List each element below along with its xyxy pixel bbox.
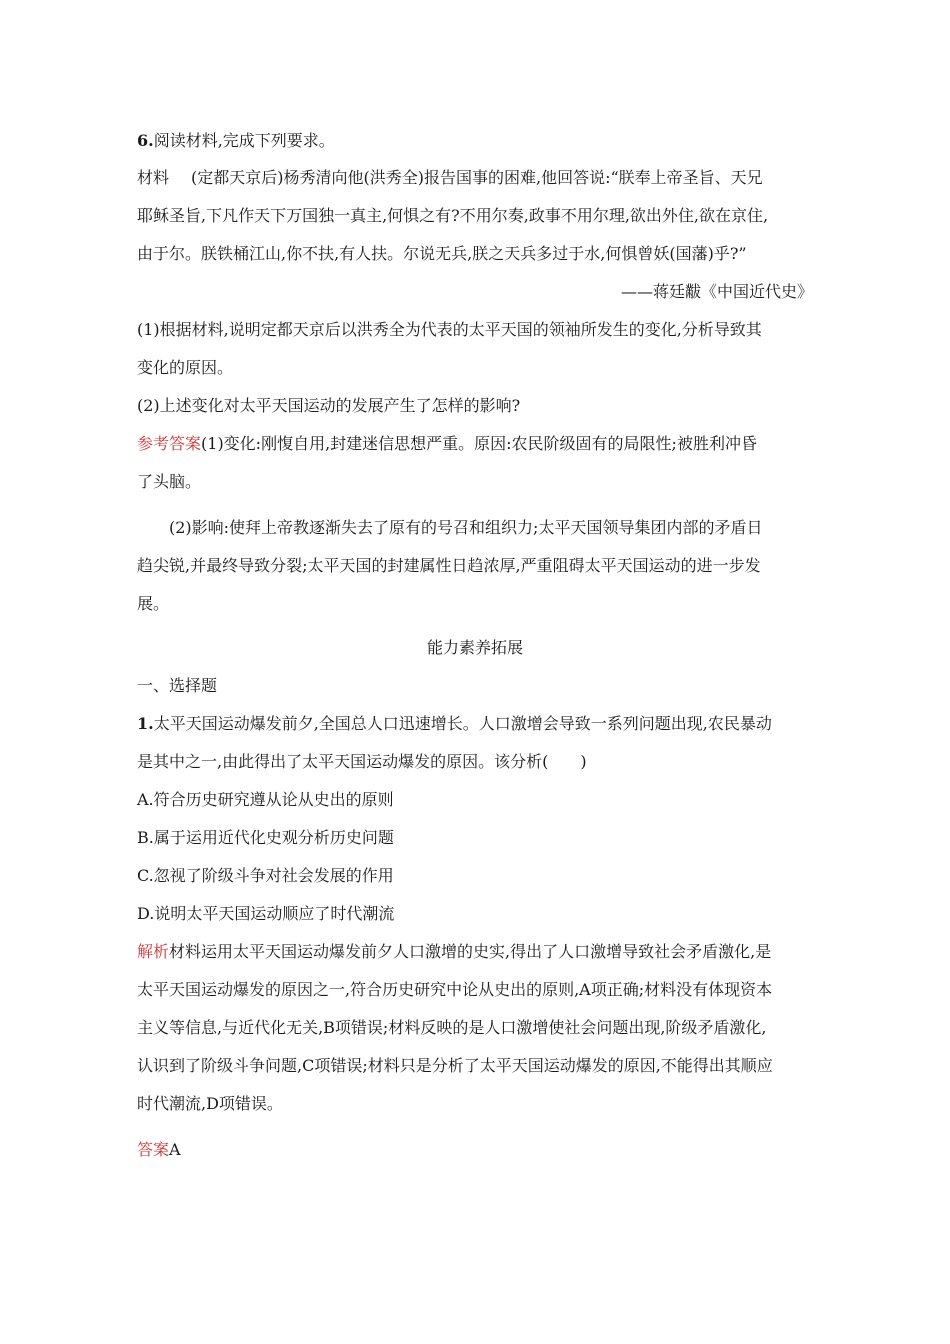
answer-line: 参考答案(1)变化:刚愎自用,封建迷信思想严重。原因:农民阶级固有的局限性;被胜利冲昏 xyxy=(137,434,757,453)
question-1-stem: 1.太平天国运动爆发前夕,全国总人口迅速增长。人口激增会导致一系列问题出现,农民暴动 xyxy=(137,714,772,733)
question-1-stem: 是其中之一,由此得出了太平天国运动爆发的原因。该分析( ) xyxy=(137,752,587,771)
option-d: D.说明太平天国运动顺应了时代潮流 xyxy=(137,904,395,923)
sub-question-1: (1)根据材料,说明定都天京后以洪秀全为代表的太平天国的领袖所发生的变化,分析导致其 xyxy=(137,320,762,339)
question-number: 1. xyxy=(137,714,154,733)
answer-line: 了头脑。 xyxy=(137,472,202,491)
answer-line xyxy=(137,1140,181,1160)
answer-line: 趋尖锐,并最终导致分裂;太平天国的封建属性日趋浓厚,严重阻碍太平天国运动的进一步发 xyxy=(137,556,761,575)
analysis-line: 时代潮流,D项错误。 xyxy=(137,1094,283,1113)
section-title: 能力素养拓展 xyxy=(426,638,523,657)
option-c: C.忽视了阶级斗争对社会发展的作用 xyxy=(137,866,394,885)
sub-question-1: 变化的原因。 xyxy=(137,358,234,377)
option-a: A.符合历史研究遵从论从史出的原则 xyxy=(137,790,394,809)
analysis-line: 太平天国运动爆发的原因之一,符合历史研究中论从史出的原则,A项正确;材料没有体现资本 xyxy=(137,980,773,999)
analysis-label: 解析 xyxy=(137,942,170,961)
question-6-heading xyxy=(137,131,335,151)
material-source: ——蒋廷黻《中国近代史》 xyxy=(620,282,813,301)
answer-line: (2)影响:使拜上帝教逐渐失去了原有的号召和组织力;太平天国领导集团内部的矛盾日 xyxy=(169,518,763,537)
analysis-line: 主义等信息,与近代化无关,B项错误;材料反映的是人口激增使社会问题出现,阶级矛盾激化, xyxy=(137,1018,767,1037)
question-number: 6. xyxy=(137,131,154,150)
question-prompt: 阅读材料,完成下列要求。 xyxy=(153,131,335,150)
answer-line: 展。 xyxy=(137,594,170,613)
material-line: 材料 (定都天京后)杨秀清向他(洪秀全)报告国事的困难,他回答说:“朕奉上帝圣旨、天兄 xyxy=(137,168,763,187)
answer-value: A xyxy=(169,1140,181,1159)
sub-question-2: (2)上述变化对太平天国运动的发展产生了怎样的影响? xyxy=(137,396,521,415)
material-label: 材料 xyxy=(137,168,170,187)
answer-label: 参考答案 xyxy=(137,434,202,453)
analysis-line: 认识到了阶级斗争问题,C项错误;材料只是分析了太平天国运动爆发的原因,不能得出其顺应 xyxy=(137,1056,773,1075)
material-line: 由于尔。朕铁桶江山,你不扶,有人扶。尔说无兵,朕之天兵多过于水,何惧曾妖(国藩)乎?” xyxy=(137,244,747,263)
option-b: B.属于运用近代化史观分析历史问题 xyxy=(137,828,394,847)
material-line: 耶稣圣旨,下凡作天下万国独一真主,何惧之有?不用尔奏,政事不用尔理,欲出外住,欲在京住, xyxy=(137,206,769,225)
answer-label: 答案 xyxy=(137,1140,170,1159)
analysis-line: 解析材料运用太平天国运动爆发前夕人口激增的史实,得出了人口激增导致社会矛盾激化,是 xyxy=(137,942,772,961)
part-title: 一、选择题 xyxy=(137,676,218,695)
